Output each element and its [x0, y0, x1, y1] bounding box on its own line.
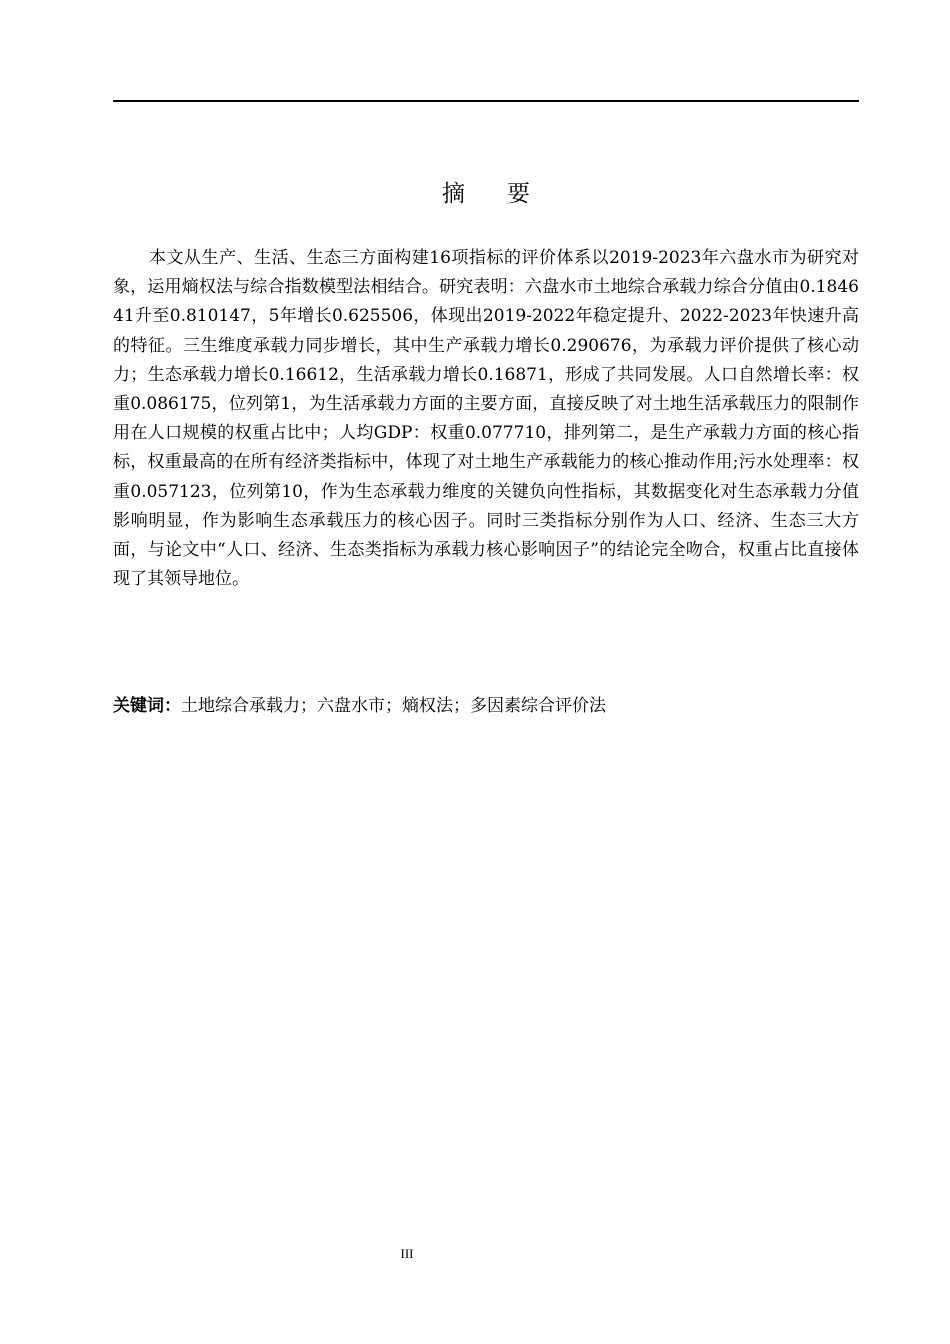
keywords-text: 土地综合承载力；六盘水市；熵权法；多因素综合评价法	[181, 696, 606, 716]
keywords-label: 关键词：	[113, 696, 181, 716]
header-rule	[113, 100, 859, 102]
abstract-body: 本文从生产、生活、生态三方面构建16项指标的评价体系以2019-2023年六盘水市为研究对象，运用熵权法与综合指数模型法相结合。研究表明：六盘水市土地综合承载力综合分值由0.184641升至0.810147，5年增长0.625506，体现出2019-2022年稳定提升、2022-2023年快速升高的特征。三生维度承载力同步增长，其中生产承载力增长0.290676，为承载力评价提供了核心动力；生态承载力增长0.16612，生活承载力增长0.16871，形成了共同发展。人口自然增长率：权重0.086175，位列第1，为生活承载力方面的主要方面，直接反映了对土地生活承载压力的限制作用在人口规模的权重占比中；人均GDP：权重0.077710，排列第二，是生产承载力方面的核心指标，权重最高的在所有经济类指标中，体现了对土地生产承载能力的核心推动作用;污水处理率：权重0.057123，位列第10，作为生态承载力维度的关键负向性指标，其数据变化对生态承载力分值影响明显，作为影响生态承载压力的核心因子。同时三类指标分别作为人口、经济、生态三大方面，与论文中“人口、经济、生态类指标为承载力核心影响因子”的结论完全吻合，权重占比直接体现了其领导地位。	[113, 248, 859, 590]
abstract-title: 摘要	[442, 181, 572, 207]
page-number: III	[400, 1246, 414, 1261]
keywords-line	[113, 692, 859, 721]
